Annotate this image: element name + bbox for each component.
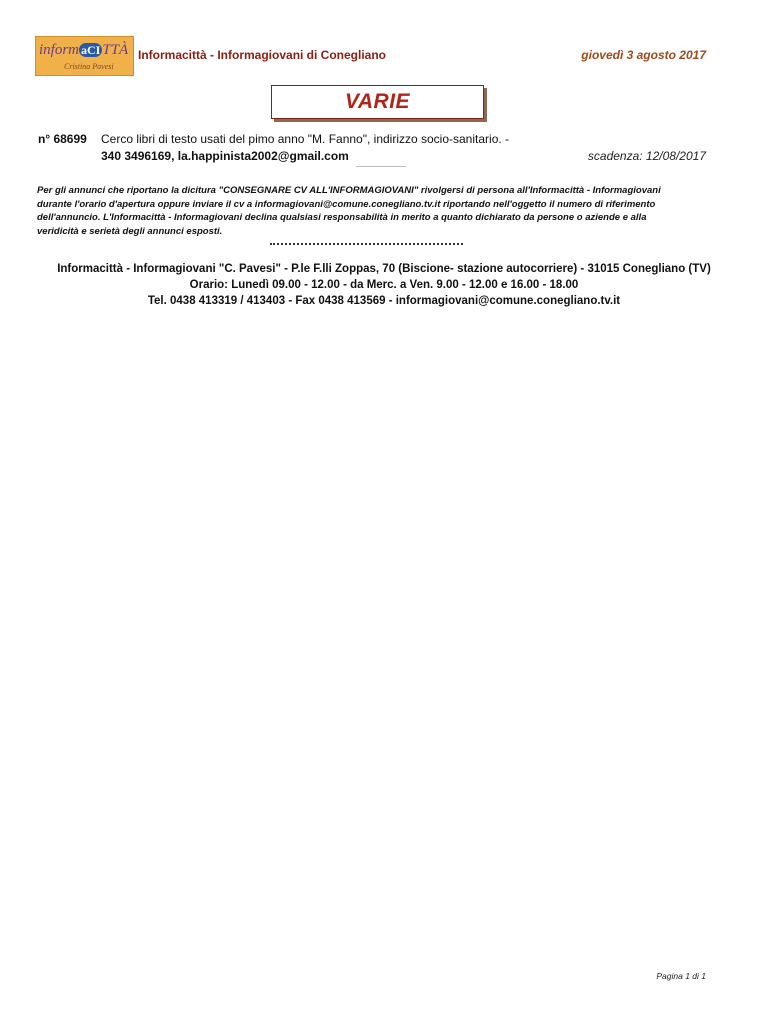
notice-text bbox=[37, 184, 717, 238]
page-number: Pagina 1 di 1 bbox=[656, 971, 706, 981]
ad-separator bbox=[356, 166, 406, 167]
header-title: Informacittà - Informagiovani di Conegliano bbox=[138, 48, 387, 62]
footer-contacts: Tel. 0438 413319 / 413403 - Fax 0438 413569 - informagiovani@comune.conegliano.tv.it bbox=[147, 295, 621, 307]
header-date: giovedì 3 agosto 2017 bbox=[581, 48, 706, 62]
ad-number: n° 68699 bbox=[38, 132, 87, 146]
notice-line: Per gli annunci che riportano la dicitura "CONSEGNARE CV ALL'INFORMAGIOVANI" rivolgersi di persona all'Informacittà - Informagiovani bbox=[37, 185, 661, 196]
ad-contact: 340 3496169, la.happinista2002@gmail.com bbox=[101, 149, 349, 163]
notice-line: durante l'orario d'apertura oppure inviare il cv a informagiovani@comune.conegliano.tv.it riportando nell'oggetto il numero di riferimento bbox=[37, 198, 656, 210]
section-title: VARIE bbox=[344, 90, 411, 113]
footer-hours: Orario: Lunedì 09.00 - 12.00 - da Merc. a Ven. 9.00 - 12.00 e 16.00 - 18.00 bbox=[189, 279, 579, 291]
section-header bbox=[271, 85, 484, 119]
notice-line: dell'annuncio. L'Informacittà - Informagiovani declina qualsiasi responsabilità in merito a quanto dichiarato da persone o aziende e alla bbox=[37, 212, 647, 223]
ad-text: Cerco libri di testo usati del pimo anno "M. Fanno", indirizzo socio-sanitario. - bbox=[101, 132, 510, 146]
footer-address: Informacittà - Informagiovani "C. Pavesi" - P.le F.lli Zoppas, 70 (Biscione- stazione autocorriere) - 31015 Conegliano (TV) bbox=[57, 263, 711, 275]
notice-line: veridicità e serietà degli annunci esposti. bbox=[37, 225, 223, 237]
ad-deadline: scadenza: 12/08/2017 bbox=[587, 149, 706, 163]
informacitta-logo bbox=[35, 36, 134, 76]
logo-wordmark: inform aCI TTÀ bbox=[39, 42, 129, 58]
dotted-divider bbox=[270, 243, 463, 245]
logo-subtitle: Cristina Pavesi bbox=[64, 62, 114, 71]
